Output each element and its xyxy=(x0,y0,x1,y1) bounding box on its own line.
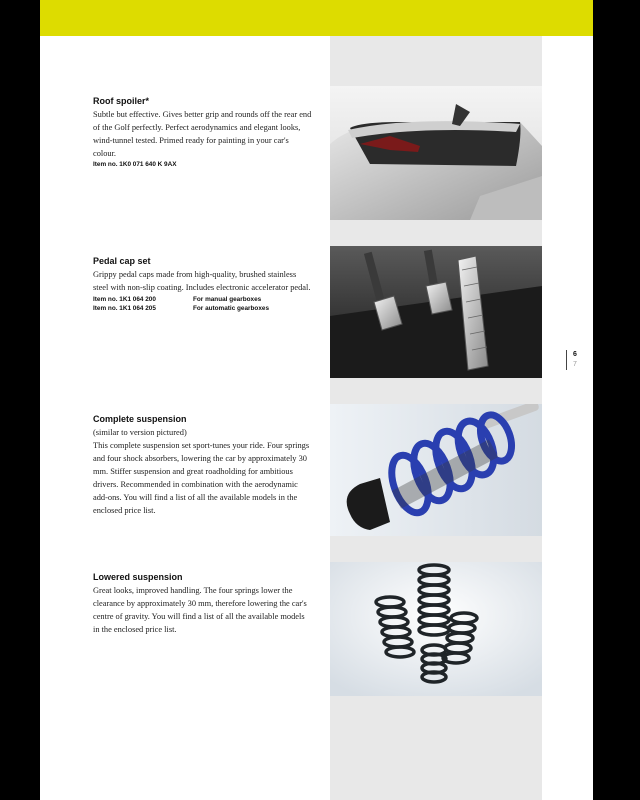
section-complete-suspension xyxy=(93,414,313,517)
section-body: This complete suspension set sport-tunes your ride. Four springs and four shock absorbers, lowering the car by approximately 30 mm. Stiffer suspension and great roadholding for ambitious drivers. Recommended in combination with the aerodynamic add-ons. You will find a list of all the available models in the enclosed price list. xyxy=(93,441,310,515)
section-title: Roof spoiler* xyxy=(93,96,150,106)
item-list xyxy=(93,295,313,313)
accent-top-bar xyxy=(40,0,593,36)
section-title: Complete suspension xyxy=(93,414,187,424)
page-number-current: 6 xyxy=(573,351,577,358)
section-subtitle: (similar to version pictured) xyxy=(93,428,187,437)
section-pedal-cap-set xyxy=(93,256,313,313)
lowering-springs-image xyxy=(330,562,542,696)
section-body: Great looks, improved handling. The four springs lower the clearance by approximately 30 mm, therefore lowering the car's centre of gravity. You will find a list of all the available models in the enclosed price list. xyxy=(93,586,307,634)
section-body: Subtle but effective. Gives better grip and rounds off the rear end of the Golf perfectly. Perfect aerodynamics and elegant looks, wind-tunnel tested. Primed ready for painting in your car's colour. xyxy=(93,110,312,158)
page-number-next: 7 xyxy=(573,361,577,368)
item-row: Item no. 1K1 064 205 For automatic gearboxes xyxy=(93,305,269,312)
suspension-image xyxy=(330,404,542,536)
section-body: Grippy pedal caps made from high-quality, brushed stainless steel with non-slip coating. Includes electronic accelerator pedal. xyxy=(93,270,311,292)
section-title: Pedal cap set xyxy=(93,256,151,266)
section-lowered-suspension xyxy=(93,572,313,636)
pedal-caps-image xyxy=(330,246,542,378)
section-roof-spoiler xyxy=(93,96,313,168)
section-title: Lowered suspension xyxy=(93,572,183,582)
page-number xyxy=(566,350,577,370)
roof-spoiler-image xyxy=(330,86,542,220)
item-number: Item no. 1K0 071 640 K 9AX xyxy=(93,161,177,168)
item-row: Item no. 1K1 064 200 For manual gearboxes xyxy=(93,296,262,303)
